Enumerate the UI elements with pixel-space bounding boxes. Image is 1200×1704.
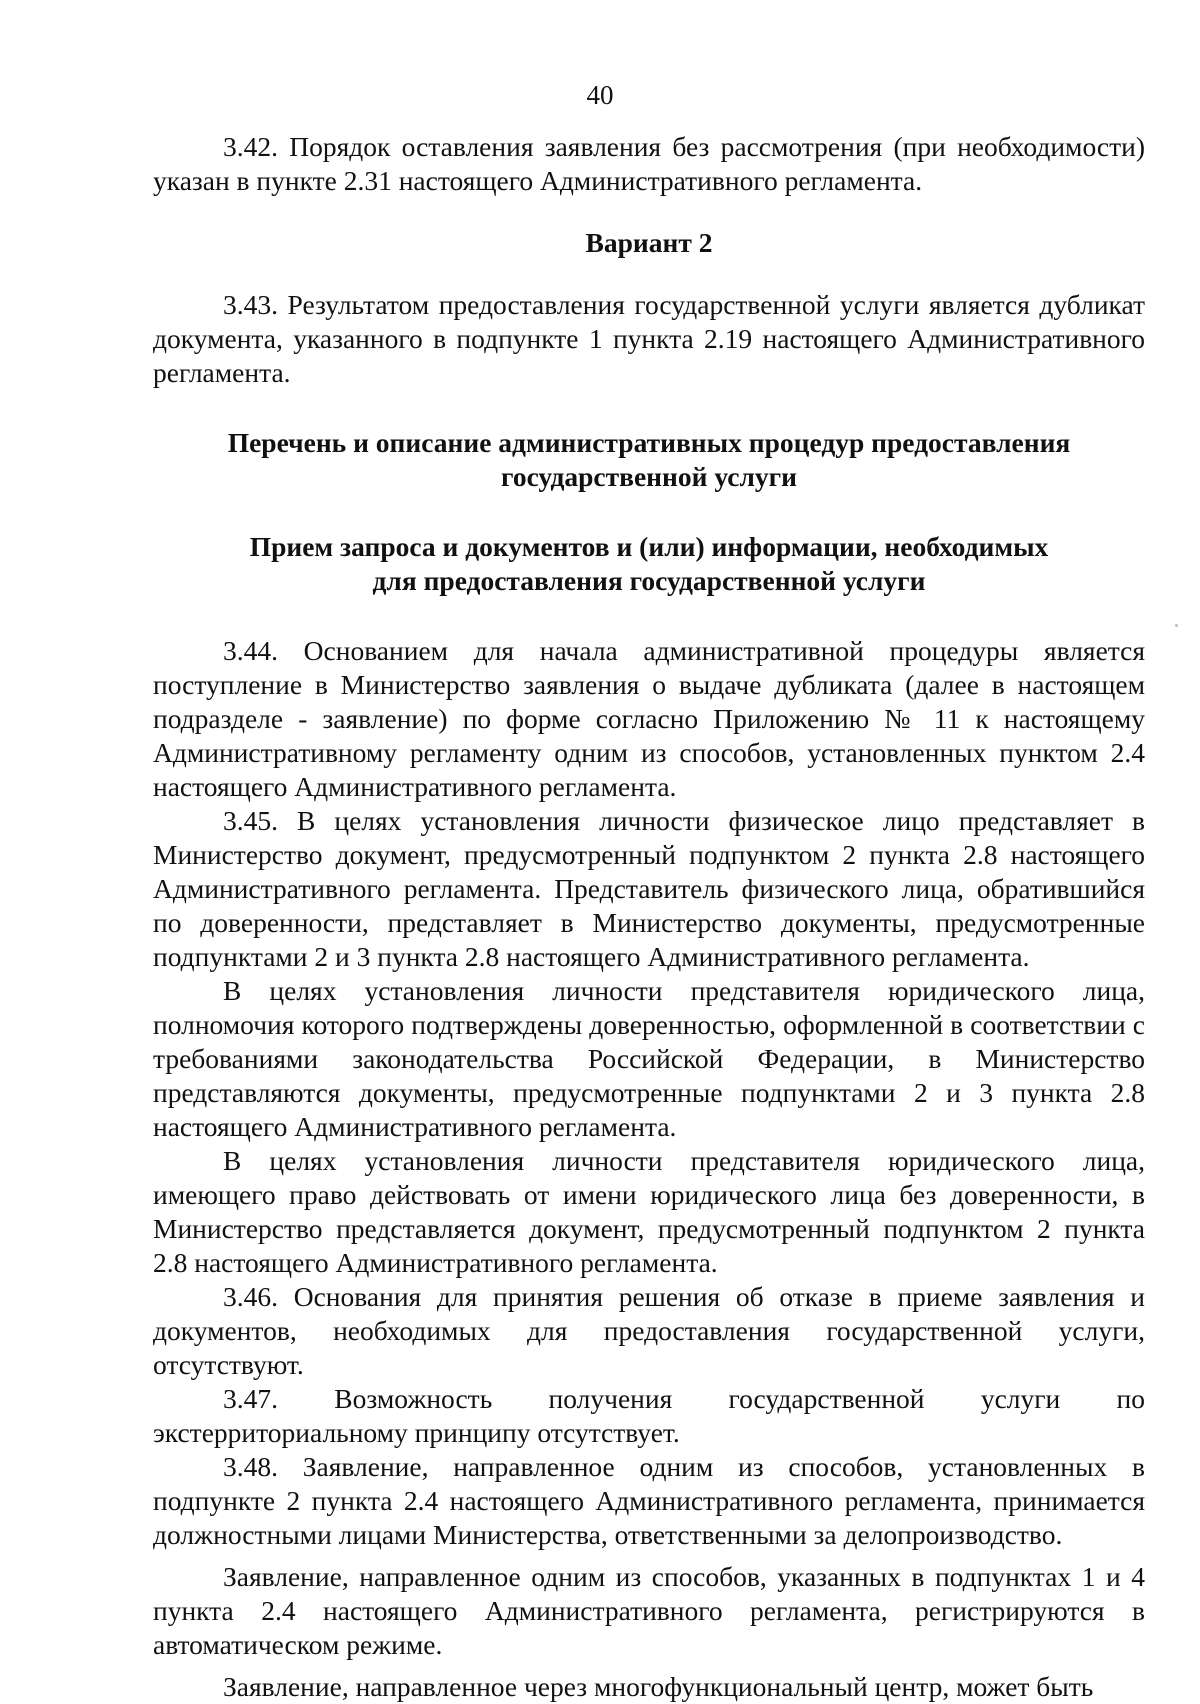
variant-heading: Вариант 2 [585,227,713,258]
subsection-heading-line-1: Прием запроса и документов и (или) информации, необходимых [249,531,1049,562]
paragraph-auto-registration: Заявление, направленное одним из способов, указанных в подпунктах 1 и 4 пункта 2.4 настоящего Административного регламента, регистрируются в автоматическом режиме. [153,1561,1145,1660]
paragraph-mfc: Заявление, направленное через многофункциональный центр, может быть [223,1671,1094,1702]
paragraph-3-46: 3.46. Основания для принятия решения об отказе в приеме заявления и документов, необходимых для предоставления государственной услуги, отсутствуют. [153,1281,1145,1380]
section-heading-line-1: Перечень и описание административных процедур предоставления [227,427,1071,458]
paragraph-3-44: 3.44. Основанием для начала административной процедуры является поступление в Министерство заявления о выдаче дубликата (далее в настоящем подразделе - заявление) по форме согласно Приложению № 11 к настоящему Административному регламенту одним из способов, установленных пунктом 2.4 настоящего Административного регламента. [153,635,1145,802]
paragraph-3-47: 3.47. Возможность получения государственной услуги по экстерриториальному принципу отсутствует. [153,1383,1145,1448]
paragraph-3-45: 3.45. В целях установления личности физическое лицо представляет в Министерство документ, предусмотренный подпунктом 2 пункта 2.8 настоящего Административного регламента. Представитель физического лица, обратившийся по доверенности, представляет в Министерство документы, предусмотренные подпунктами 2 и 3 пункта 2.8 настоящего Административного регламента. [153,805,1145,972]
subsection-heading-line-2: для предоставления государственной услуги [372,565,926,596]
scan-speck [1175,624,1178,627]
document-body [153,130,1145,1704]
page-number: 40 [586,80,614,110]
paragraph-legal-entity-proxy: В целях установления личности представителя юридического лица, полномочия которого подтверждены доверенностью, оформленной в соответствии с требованиями законодательства Российской Федерации, в Министерство представляются документы, предусмотренные подпунктами 2 и 3 пункта 2.8 настоящего Административного регламента. [153,975,1145,1142]
paragraph-3-48: 3.48. Заявление, направленное одним из способов, установленных в подпункте 2 пункта 2.4 настоящего Административного регламента, принимается должностными лицами Министерства, ответственными за делопроизводство. [153,1451,1145,1550]
paragraph-3-42: 3.42. Порядок оставления заявления без рассмотрения (при необходимости) указан в пункте 2.31 настоящего Административного регламента. [153,131,1145,196]
paragraph-3-43: 3.43. Результатом предоставления государственной услуги является дубликат документа, указанного в подпункте 1 пункта 2.19 настоящего Административного регламента. [153,289,1145,388]
paragraph-legal-entity-no-proxy: В целях установления личности представителя юридического лица, имеющего право действовать от имени юридического лица без доверенности, в Министерство представляется документ, предусмотренный подпунктом 2 пункта 2.8 настоящего Административного регламента. [153,1145,1145,1278]
section-heading-line-2: государственной услуги [501,461,797,492]
